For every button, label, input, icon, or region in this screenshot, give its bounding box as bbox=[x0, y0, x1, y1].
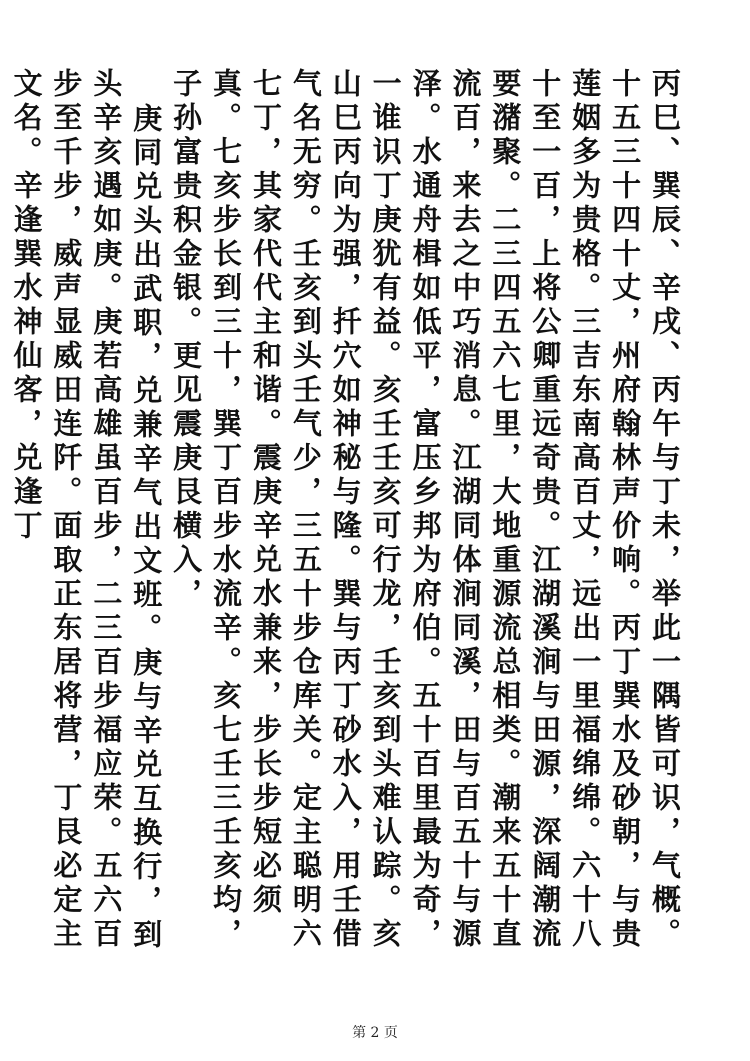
vertical-text-body bbox=[9, 68, 684, 968]
paragraph-1: 丙巳、巽辰、辛戌、丙午与丁未，举此一隅皆可识，气概。十五三十四十丈，州府翰林声价响。丙丁巽水及砂朝，与贵莲姻多为贵格。三吉东南高百丈，远出一里福绵绵。六十八十至一百，上将公卿重远奇贵。江湖溪涧与田源，深阔潮流要潴聚。二三四五六七里，大地重源流总相类。潮来五十直流百，来去之中巧消息。江湖同体涧同溪，田与百五十与源泽。水通舟楫如低平，富压乡邦为府伯。五十百里最为奇，一谁识丁庚犹有益。亥壬壬亥可行龙，壬亥到头难认踪。亥山巳丙向为强，扦穴如神秘与隆。巽与丙丁砂水入，用壬借气名无穷。壬亥到头壬气少，三五十步仓库关。定主聪明六七丁，其家代代主和谐。震庚辛兑水兼来，步长步短必须真。七亥步长到三十，巽丁百步水流辛。亥七壬三壬亥均，子孙富贵积金银。更见震庚艮横入， bbox=[169, 68, 682, 952]
paragraph-2: 庚同兑头出武职，兑兼辛气出文班。庚与辛兑互换行，到头辛亥遇如庚。庚若高雄虽百步，二三百步福应荣。五六百步至千步，威声显威田连阡。面取正东居将营，丁艮必定主文名。辛逢巽水神仙客，兑逢丁 bbox=[9, 68, 164, 953]
page-number: 第 2 页 bbox=[352, 1025, 398, 1041]
